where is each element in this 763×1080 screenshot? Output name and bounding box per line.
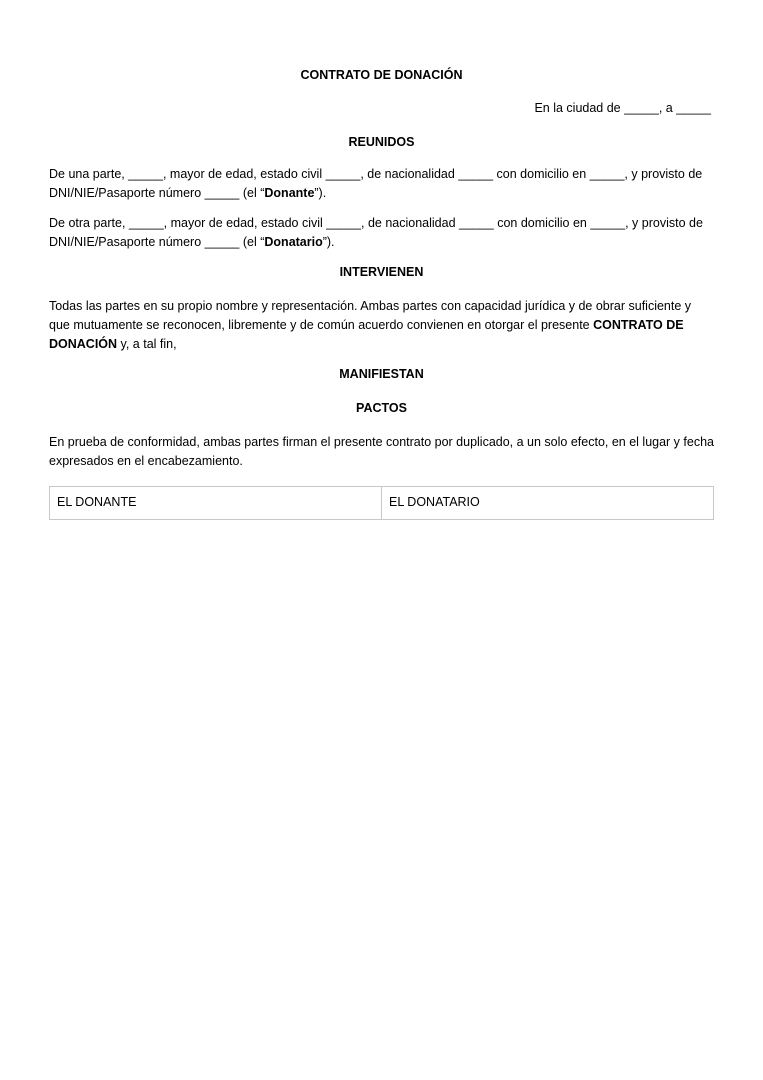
reunidos-heading: REUNIDOS — [348, 135, 415, 149]
place-date-line: En la ciudad de _____, a _____ — [534, 101, 711, 115]
intervienen-paragraph — [49, 297, 714, 354]
party-donatario-paragraph — [49, 214, 714, 252]
signature-donatario-cell: EL DONATARIO — [382, 487, 714, 520]
signature-donante-cell: EL DONANTE — [50, 487, 382, 520]
document-title: CONTRATO DE DONACIÓN — [300, 68, 463, 82]
signature-row — [50, 487, 714, 520]
intervienen-heading: INTERVIENEN — [339, 265, 424, 279]
signature-table — [49, 486, 714, 520]
party-donatario-text-end: ”). — [322, 235, 335, 249]
party-donante-text-end: ”). — [314, 186, 327, 200]
contract-name: CONTRATO DE DONACIÓN — [49, 318, 684, 351]
party-donante-paragraph — [49, 165, 714, 203]
intervienen-text: Todas las partes en su propio nombre y representación. Ambas partes con capacidad jurídica y de obrar suficiente y que mutuamente se reconocen, libremente y de común acuerdo convienen en otorgar el presente — [49, 299, 692, 332]
manifiestan-heading: MANIFIESTAN — [339, 367, 424, 381]
party-donante-role: Donante — [264, 186, 315, 200]
intervienen-text-end: y, a tal fin, — [117, 337, 177, 351]
pactos-heading: PACTOS — [356, 401, 407, 415]
party-donante-text: De una parte, _____, mayor de edad, estado civil _____, de nacionalidad _____ con domicilio en _____, y provisto de DNI/NIE/Pasaporte número _____ (el “ — [49, 167, 703, 200]
party-donatario-text: De otra parte, _____, mayor de edad, estado civil _____, de nacionalidad _____ con domicilio en _____, y provisto de DNI/NIE/Pasaporte número _____ (el “ — [49, 216, 703, 249]
closing-paragraph: En prueba de conformidad, ambas partes firman el presente contrato por duplicado, a un solo efecto, en el lugar y fecha expresados en el encabezamiento. — [49, 435, 714, 468]
party-donatario-role: Donatario — [264, 235, 323, 249]
